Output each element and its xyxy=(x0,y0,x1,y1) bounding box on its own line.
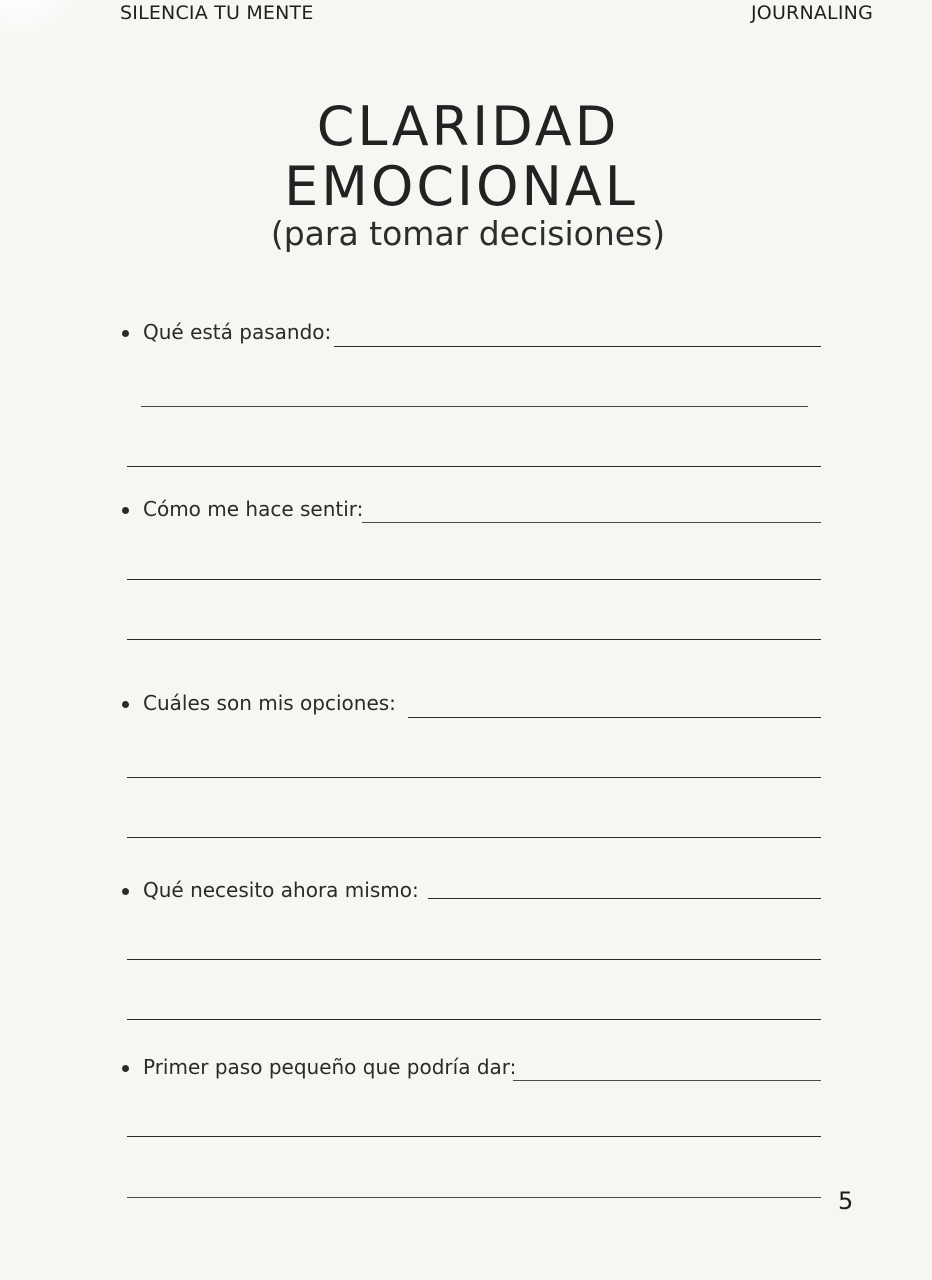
writing-line[interactable] xyxy=(408,717,821,718)
page-corner-shadow xyxy=(0,0,90,40)
prompt-label: Cómo me hace sentir: xyxy=(143,497,364,521)
writing-line[interactable] xyxy=(127,579,821,580)
page-title-line1: CLARIDAD xyxy=(316,95,620,158)
writing-line[interactable] xyxy=(334,346,821,347)
writing-line[interactable] xyxy=(127,837,821,838)
bullet-icon xyxy=(122,330,129,337)
prompt-label: Cuáles son mis opciones: xyxy=(143,691,396,715)
writing-line[interactable] xyxy=(127,959,821,960)
writing-line[interactable] xyxy=(127,777,821,778)
writing-line[interactable] xyxy=(127,639,821,640)
writing-line[interactable] xyxy=(127,1197,821,1198)
bullet-icon xyxy=(122,701,129,708)
header-left-title: SILENCIA TU MENTE xyxy=(120,2,314,24)
writing-line[interactable] xyxy=(127,1019,821,1020)
writing-line[interactable] xyxy=(362,522,821,523)
bullet-icon xyxy=(122,1065,129,1072)
prompt-label: Qué está pasando: xyxy=(143,320,332,344)
prompt-label: Primer paso pequeño que podría dar: xyxy=(143,1055,517,1079)
page-title-line2: EMOCIONAL xyxy=(284,155,638,218)
bullet-icon xyxy=(122,888,129,895)
writing-line[interactable] xyxy=(127,1136,821,1137)
writing-line[interactable] xyxy=(513,1080,821,1081)
page-subtitle: (para tomar decisiones) xyxy=(270,214,666,253)
writing-line[interactable] xyxy=(428,898,821,899)
prompt-label: Qué necesito ahora mismo: xyxy=(143,878,419,902)
header-right-title: JOURNALING xyxy=(750,2,873,24)
writing-line[interactable] xyxy=(127,466,821,467)
bullet-icon xyxy=(122,507,129,514)
writing-line[interactable] xyxy=(141,406,808,407)
page-number: 5 xyxy=(838,1187,854,1215)
